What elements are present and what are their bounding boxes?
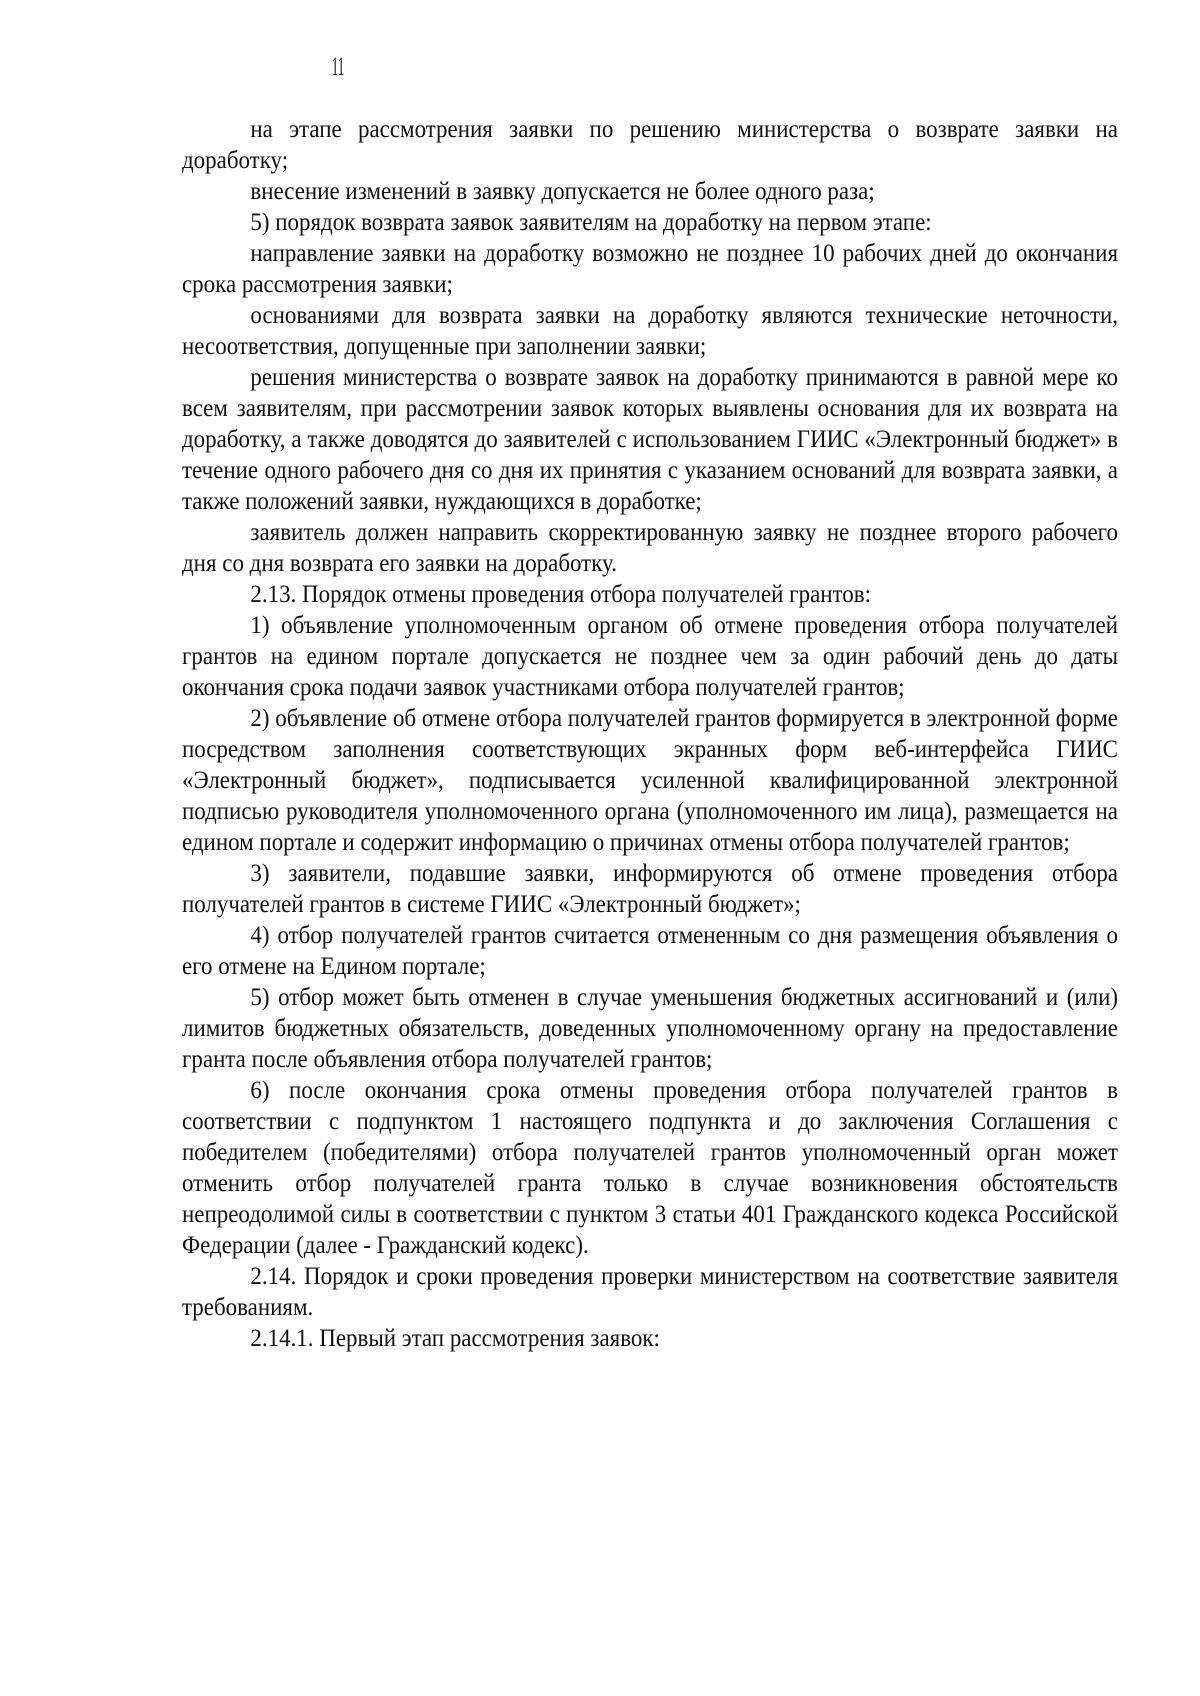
paragraph-review-stage: на этапе рассмотрения заявки по решению министерства о возврате заявки на доработку; (182, 114, 1118, 174)
paragraph-cancel-item-4: 4) отбор получателей грантов считается отмененным со дня размещения объявления о его отмене на Едином портале; (182, 920, 1118, 980)
paragraph-cancel-item-5: 5) отбор может быть отменен в случае уменьшения бюджетных ассигнований и (или) лимитов бюджетных обязательств, доведенных уполномоченному органу на предоставление гранта после объявления отбора получателей грантов; (182, 982, 1118, 1073)
paragraph-changes-once: внесение изменений в заявку допускается не более одного раза; (250, 176, 875, 205)
paragraph-return-procedure: 5) порядок возврата заявок заявителям на доработку на первом этапе: (250, 207, 932, 236)
section-heading-2-14-1: 2.14.1. Первый этап рассмотрения заявок: (250, 1323, 660, 1352)
paragraph-return-decisions: решения министерства о возврате заявок на доработку принимаются в равной мере ко всем заявителям, при рассмотрении заявок которых выявлены основания для их возврата на доработку, а также доводятся до заявителей с использованием ГИИС «Электронный бюджет» в течение одного рабочего дня со дня их принятия с указанием оснований для возврата заявки, а также положений заявки, нуждающихся в доработке; (182, 362, 1118, 515)
page-number: 11 (331, 52, 345, 81)
paragraph-cancel-item-1: 1) объявление уполномоченным органом об отмене проведения отбора получателей грантов на едином портале допускается не позднее чем за один рабочий день до даты окончания срока подачи заявок участниками отбора получателей грантов; (182, 610, 1118, 701)
section-heading-2-14: 2.14. Порядок и сроки проведения проверки министерством на соответствие заявителя требованиям. (182, 1261, 1118, 1321)
paragraph-cancel-item-2: 2) объявление об отмене отбора получателей грантов формируется в электронной форме посредством заполнения соответствующих экранных форм веб-интерфейса ГИИС «Электронный бюджет», подписывается усиленной квалифицированной электронной подписью руководителя уполномоченного органа (уполномоченного им лица), размещается на едином портале и содержит информацию о причинах отмены отбора получателей грантов; (182, 703, 1118, 856)
paragraph-return-grounds: основаниями для возврата заявки на доработку являются технические неточности, несоответствия, допущенные при заполнении заявки; (182, 300, 1118, 360)
paragraph-cancel-item-6: 6) после окончания срока отмены проведения отбора получателей грантов в соответствии с подпунктом 1 настоящего подпункта и до заключения Соглашения с победителем (победителями) отбора получателей грантов уполномоченный орган может отменить отбор получателей гранта только в случае возникновения обстоятельств непреодолимой силы в соответствии с пунктом 3 статьи 401 Гражданского кодекса Российской Федерации (далее - Гражданский кодекс). (182, 1075, 1118, 1259)
paragraph-return-deadline: направление заявки на доработку возможно не позднее 10 рабочих дней до окончания срока рассмотрения заявки; (182, 238, 1118, 298)
document-body (182, 113, 1118, 1353)
paragraph-cancel-item-3: 3) заявители, подавшие заявки, информируются об отмене проведения отбора получателей грантов в системе ГИИС «Электронный бюджет»; (182, 858, 1118, 918)
paragraph-resubmission: заявитель должен направить скорректированную заявку не позднее второго рабочего дня со дня возврата его заявки на доработку. (182, 517, 1118, 577)
section-heading-2-13: 2.13. Порядок отмены проведения отбора получателей грантов: (250, 579, 871, 608)
